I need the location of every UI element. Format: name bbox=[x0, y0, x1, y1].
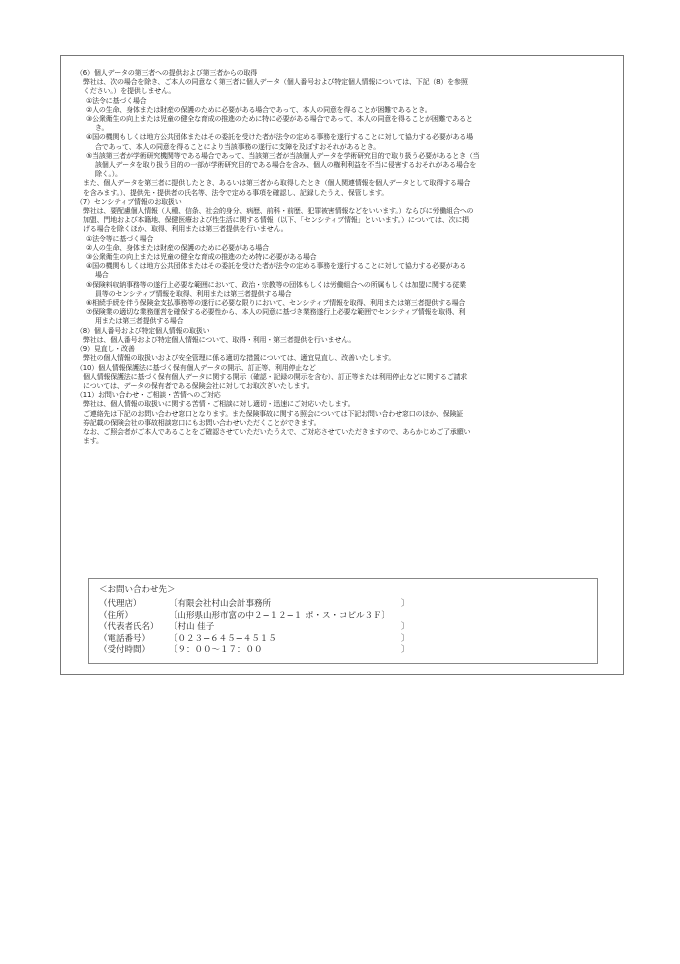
contact-title: ＜お問い合わせ先＞ bbox=[99, 585, 176, 595]
paragraph-line: を含みます。）、提供先・提供者の氏名等、法令で定める事項を確認し、記録したうえ、保管します。 bbox=[83, 188, 389, 197]
paragraph-line: ②人の生命、身体または財産の保護のために必要がある場合 bbox=[86, 243, 269, 252]
section-heading: （11）お問い合わせ・ご相談・苦情へのご対応 bbox=[76, 391, 221, 400]
contact-value: 〔０２３−６４５−４５１５ bbox=[169, 633, 277, 644]
policy-frame bbox=[60, 55, 624, 675]
paragraph-line: ⑤保険料収納事務等の遂行上必要な範囲において、政治・宗教等の団体もしくは労働組合への所属もしくは加盟に関する従業 bbox=[86, 280, 466, 289]
contact-value: 〔山形県山形市富の中２−１２−１ ポ・ス・コピル３Ｆ〕 bbox=[169, 610, 390, 621]
contact-box bbox=[88, 578, 598, 664]
contact-close-bracket: 〕 bbox=[401, 622, 410, 632]
paragraph-line: 該個人データを取り扱う目的の一部が学術研究目的である場合を含み、個人の権利利益を不当に侵害するおそれがある場合を bbox=[95, 161, 477, 170]
contact-close-bracket: 〕 bbox=[401, 633, 410, 644]
section-heading: （9）見直し・改善 bbox=[76, 345, 135, 354]
contact-label: （代理店） bbox=[99, 599, 142, 609]
paragraph-line: ⑦保険業の適切な業務運営を確保する必要性から、本人の同意に基づき業務遂行上必要な範囲でセンシティブ情報を取得、利 bbox=[86, 308, 466, 317]
paragraph-line: 合であって、本人の同意を得ることにより当該事務の遂行に支障を及ぼすおそれがあるとき。 bbox=[95, 142, 381, 151]
paragraph-line: ください。）を提供しません。 bbox=[83, 87, 176, 96]
paragraph-line: 弊社は、次の場合を除き、ご本人の同意なく第三者に個人データ（個人番号および特定個人情報については、下記（8）を参照 bbox=[83, 78, 468, 87]
paragraph-line: 弊社は、個人番号および特定個人情報について、取得・利用・第三者提供を行いません。 bbox=[83, 335, 356, 344]
section-heading: （10）個人情報保護法に基づく保有個人データの開示、訂正等、利用停止など bbox=[76, 363, 316, 372]
contact-label: （代表者氏名） bbox=[99, 622, 159, 632]
section-heading: （7）センシティブ情報のお取扱い bbox=[76, 197, 182, 206]
paragraph-line: 弊社は、個人情報の取扱いに関する苦情・ご相談に対し適切・迅速にご対応いたします。 bbox=[83, 400, 355, 409]
paragraph-line: 用または第三者提供する場合 bbox=[95, 317, 184, 326]
paragraph-line: ⑥相続手続を伴う保険金支払事務等の遂行に必要な限りにおいて、センシティブ情報を取得、利用または第三者提供する場合 bbox=[86, 299, 466, 308]
paragraph-line: ③公衆衛生の向上または児童の健全な育成の推進のため特に必要がある場合 bbox=[86, 253, 317, 262]
policy-body bbox=[74, 69, 614, 446]
paragraph-line: ①法令等に基づく場合 bbox=[86, 234, 154, 243]
contact-value: 〔９：００〜１７：００ bbox=[169, 645, 263, 655]
paragraph-line: 個人情報保護法に基づく保有個人データに関する開示（確認・記録の開示を含む）、訂正等または利用停止などに関するご請求 bbox=[83, 372, 468, 381]
section-heading: （8）個人番号および特定個人情報の取扱い bbox=[76, 326, 210, 335]
paragraph-line: 券記載の保険会社の事故相談窓口にもお問い合わせいただくことができます。 bbox=[83, 418, 321, 427]
paragraph-line: 除く。）。 bbox=[95, 170, 122, 179]
contact-value: 〔村山 佳子 bbox=[169, 622, 215, 632]
contact-label: （電話番号） bbox=[99, 633, 151, 644]
paragraph-line: ④国の機関もしくは地方公共団体またはその委託を受けた者が法令の定める事務を遂行することに対して協力する必要がある bbox=[86, 262, 467, 271]
paragraph-line: 員等のセンシティブ情報を取得、利用または第三者提供する場合 bbox=[95, 289, 292, 298]
paragraph-line: また、個人データを第三者に提供したとき、あるいは第三者から取得したとき（個人関連情報を個人データとして取得する場合 bbox=[83, 179, 471, 188]
paragraph-line: ご連絡先は下記のお問い合わせ窓口となります。また保険事故に関する照会については下記お問い合わせ窓口のほか、保険証 bbox=[83, 409, 464, 418]
section-heading: （6）個人データの第三者への提供および第三者からの取得 bbox=[76, 69, 258, 77]
paragraph-line: げる場合を除くほか、取得、利用または第三者提供を行いません。 bbox=[83, 225, 288, 234]
paragraph-line: については、データの保有者である保険会社に対してお取次ぎいたします。 bbox=[83, 381, 314, 390]
paragraph-line: 弊社の個人情報の取扱いおよび安全管理に係る適切な措置については、適宜見直し、改善いたします。 bbox=[83, 354, 396, 363]
paragraph-line: ④国の機関もしくは地方公共団体またはその委託を受けた者が法令の定める事務を遂行することに対して協力する必要がある場 bbox=[86, 133, 473, 142]
paragraph-line: 加盟、門地および本籍地、保健医療および性生活に関する情報（以下、「センシティブ情報」といいます。）については、次に掲 bbox=[83, 216, 469, 225]
contact-close-bracket: 〕 bbox=[401, 599, 410, 609]
paragraph-line: ③公衆衛生の向上または児童の健全な育成の推進のために特に必要がある場合であって、本人の同意を得ることが困難であると bbox=[86, 115, 473, 124]
paragraph-line: ⑤当該第三者が学術研究機関等である場合であって、当該第三者が当該個人データを学術研究目的で取り扱う必要があるとき（当 bbox=[86, 151, 480, 160]
paragraph-line: き。 bbox=[95, 124, 109, 133]
contact-label: （住所） bbox=[99, 610, 134, 621]
contact-label: （受付時間） bbox=[99, 645, 151, 655]
paragraph-line: ます。 bbox=[83, 437, 103, 446]
paragraph-line: なお、ご照会者がご本人であることをご確認させていただいたうえで、ご対応させていただきますので、あらかじめご了承願い bbox=[83, 427, 471, 436]
contact-close-bracket: 〕 bbox=[401, 645, 410, 655]
paragraph-line: ①法令に基づく場合 bbox=[86, 96, 147, 105]
paragraph-line: 場合 bbox=[95, 271, 109, 280]
contact-value: 〔有限会社村山会計事務所 bbox=[169, 599, 272, 609]
paragraph-line: ②人の生命、身体または財産の保護のために必要がある場合であって、本人の同意を得ることが困難であるとき。 bbox=[86, 105, 432, 114]
paragraph-line: 弊社は、要配慮個人情報（人種、信条、社会的身分、病歴、前科・前歴、犯罪被害情報などをいいます。）ならびに労働組合への bbox=[83, 207, 474, 216]
